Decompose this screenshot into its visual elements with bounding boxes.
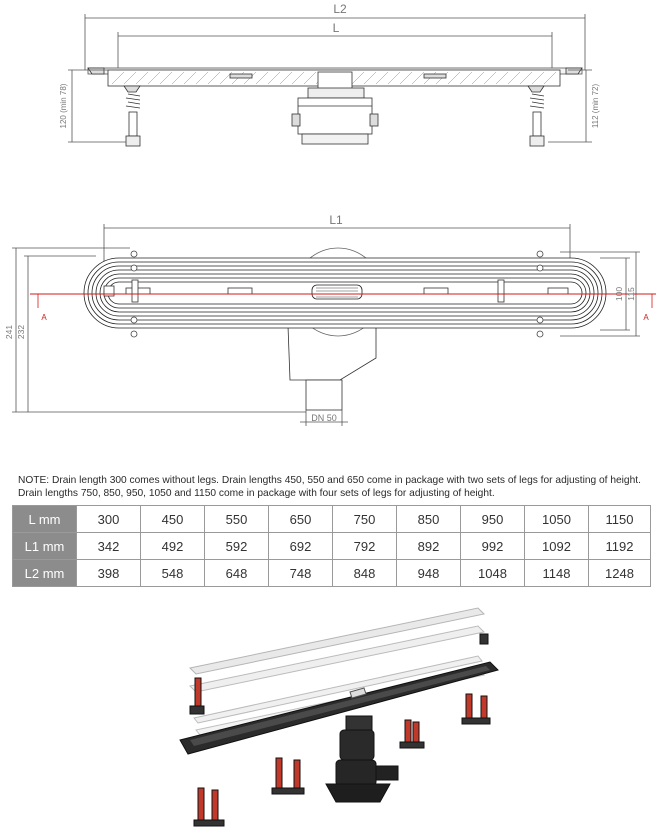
leg-left xyxy=(124,86,140,146)
plan-view xyxy=(12,224,656,426)
table-cell: 1048 xyxy=(461,560,525,587)
section-a-right-label: A xyxy=(643,313,649,322)
leg-right xyxy=(528,86,544,146)
table-cell: 342 xyxy=(77,533,141,560)
table-cell: 950 xyxy=(461,506,525,533)
dimension-table xyxy=(12,505,651,587)
table-cell: 648 xyxy=(205,560,269,587)
right-height-label: 112 (min 72) xyxy=(591,83,600,129)
table-cell: 450 xyxy=(141,506,205,533)
table-cell: 1150 xyxy=(589,506,651,533)
siphon-body xyxy=(326,716,398,802)
table-cell: 850 xyxy=(397,506,461,533)
l-label: L xyxy=(332,21,340,35)
table-cell: 692 xyxy=(269,533,333,560)
table-cell: 992 xyxy=(461,533,525,560)
table-cell: 1248 xyxy=(589,560,651,587)
row-header-l2: L2 mm xyxy=(13,560,77,587)
table-cell: 792 xyxy=(333,533,397,560)
table-row xyxy=(13,560,651,587)
l1-label: L1 xyxy=(329,213,343,227)
elevation-view xyxy=(68,14,592,146)
left-height-label: 120 (min 78) xyxy=(59,83,68,129)
table-cell: 750 xyxy=(333,506,397,533)
table-cell: 550 xyxy=(205,506,269,533)
table-cell: 948 xyxy=(397,560,461,587)
table-row xyxy=(13,533,651,560)
table-cell: 1148 xyxy=(525,560,589,587)
table-cell: 848 xyxy=(333,560,397,587)
table-cell: 1092 xyxy=(525,533,589,560)
table-cell: 548 xyxy=(141,560,205,587)
table-cell: 650 xyxy=(269,506,333,533)
drain-channel xyxy=(180,662,498,754)
row-header-l1: L1 mm xyxy=(13,533,77,560)
height-241-label: 241 xyxy=(4,324,14,340)
table-row xyxy=(13,506,651,533)
outlet-dn50-label: DN 50 xyxy=(311,413,337,423)
section-a-left-label: A xyxy=(41,313,47,322)
l2-label: L2 xyxy=(333,2,347,16)
height-232-label: 232 xyxy=(16,324,26,340)
table-cell: 398 xyxy=(77,560,141,587)
row-header-l: L mm xyxy=(13,506,77,533)
package-note: NOTE: Drain length 300 comes without legs. Drain lengths 450, 550 and 650 come in package with two sets of legs for adjusting of height. Drain lengths 750, 850, 950, 1050 and 1150 come in package with four sets of legs for adjusting of height. xyxy=(18,475,641,500)
table-cell: 300 xyxy=(77,506,141,533)
width-100-label: 100 xyxy=(614,286,624,302)
table-cell: 492 xyxy=(141,533,205,560)
grate-cover-bars xyxy=(190,608,484,735)
siphon-outlet xyxy=(292,88,378,144)
width-115-label: 115 xyxy=(626,287,636,301)
table-cell: 592 xyxy=(205,533,269,560)
table-cell: 748 xyxy=(269,560,333,587)
table-cell: 1050 xyxy=(525,506,589,533)
table-cell: 892 xyxy=(397,533,461,560)
table-cell: 1192 xyxy=(589,533,651,560)
exploded-product-view xyxy=(0,590,659,839)
